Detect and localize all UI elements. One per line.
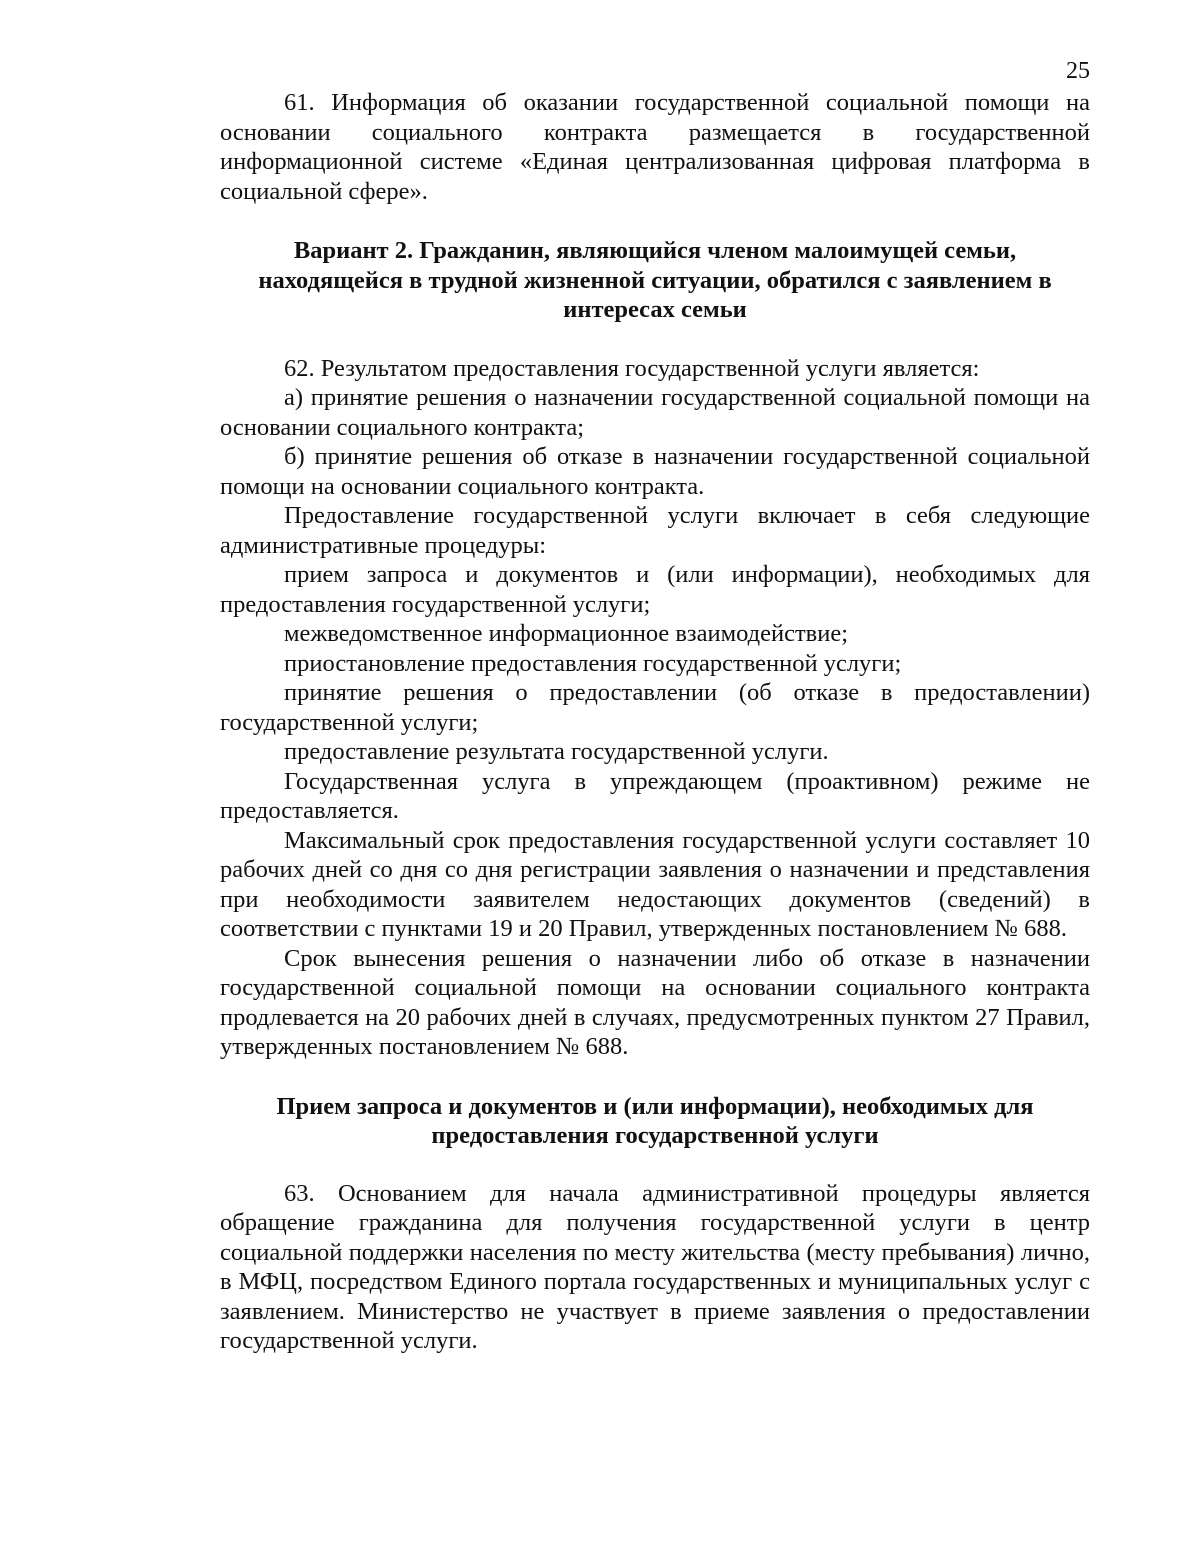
paragraph-61: 61. Информация об оказании государственной социальной помощи на основании социального контракта размещается в государственной информационной системе «Единая централизованная цифровая платформа в социальной сфере». <box>220 89 1090 205</box>
paragraph-proactive: Государственная услуга в упреждающем (проактивном) режиме не предоставляется. <box>220 767 1090 824</box>
page-content <box>220 88 1090 1356</box>
procedure-item: принятие решения о предоставлении (об отказе в предоставлении) государственной услуги; <box>220 679 1090 736</box>
procedure-item: предоставление результата государственной услуги. <box>284 738 829 765</box>
paragraph-62: 62. Результатом предоставления государственной услуги является: <box>284 354 980 382</box>
paragraph-extension: Срок вынесения решения о назначении либо об отказе в назначении государственной социальной помощи на основании социального контракта продлевается на 20 рабочих дней в случаях, предусмотренных пунктом 27 Правил, утвержденных постановлением № 688. <box>220 944 1090 1060</box>
procedure-item: прием запроса и документов и (или информации), необходимых для предоставления государственной услуги; <box>220 561 1090 618</box>
procedure-item: межведомственное информационное взаимодействие; <box>284 620 849 647</box>
paragraph-63: 63. Основанием для начала административной процедуры является обращение гражданина для получения государственной услуги в центр социальной поддержки населения по месту жительства (месту пребывания) лично, в МФЦ, посредством Единого портала государственных и муниципальных услуг с заявлением. Министерство не участвует в приеме заявления о предоставлении государственной услуги. <box>220 1179 1090 1354</box>
heading-reception: Прием запроса и документов и (или информации), необходимых для предоставления государственной услуги <box>276 1092 1034 1149</box>
heading-variant-2: Вариант 2. Гражданин, являющийся членом малоимущей семьи, находящейся в трудной жизненной ситуации, обратился с заявлением в интересах семьи <box>258 237 1052 323</box>
paragraph-62-b: б) принятие решения об отказе в назначении государственной социальной помощи на основании социального контракта. <box>220 443 1090 500</box>
procedure-item: приостановление предоставления государственной услуги; <box>284 649 902 677</box>
paragraph-max-term: Максимальный срок предоставления государственной услуги составляет 10 рабочих дней со дня со дня регистрации заявления о назначении и представления при необходимости заявителем недостающих документов (сведений) в соответствии с пунктами 19 и 20 Правил, утвержденных постановлением № 688. <box>220 826 1090 942</box>
paragraph-62-a: а) принятие решения о назначении государственной социальной помощи на основании социального контракта; <box>220 384 1090 441</box>
paragraph-procedures: Предоставление государственной услуги включает в себя следующие административные процедуры: <box>220 502 1090 559</box>
page-number: 25 <box>1066 58 1090 84</box>
